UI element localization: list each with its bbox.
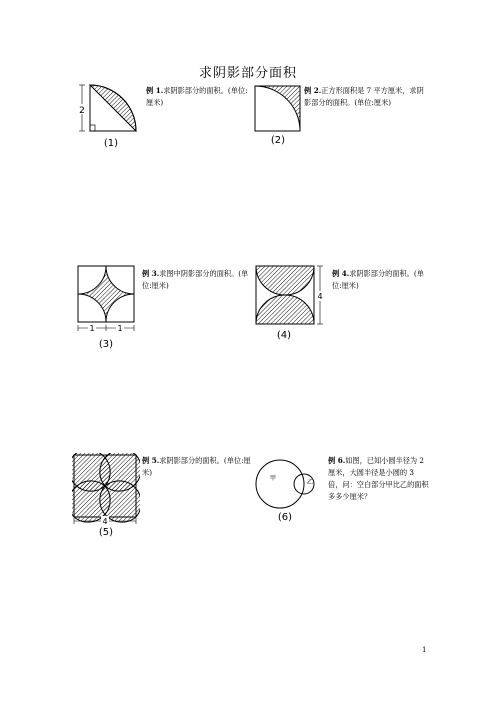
example-3 [142, 268, 252, 292]
dim-label-right: 1 [117, 324, 123, 333]
figure-caption: (2) [270, 135, 286, 146]
example-text: 求阴影部分的面积。(单位:厘米) [142, 456, 251, 477]
figure-6 [252, 456, 322, 512]
dim-label: 2 [79, 106, 85, 116]
example-text: 正方形面积是 7 平方厘米，求阴影部分的面积。(单位:厘米) [304, 86, 424, 107]
figure-5 [72, 453, 140, 525]
example-1 [146, 85, 250, 109]
example-number: 例 3. [142, 269, 160, 278]
example-6 [328, 455, 430, 503]
example-number: 例 5. [142, 456, 160, 465]
label-jia: 甲 [270, 475, 277, 482]
example-number: 例 6. [328, 456, 346, 465]
figure-3 [66, 264, 138, 340]
example-text: 求阴影部分的面积。(单位:厘米) [146, 86, 248, 107]
figure-caption: (5) [98, 527, 114, 538]
figure-2 [254, 85, 302, 133]
example-2 [304, 85, 430, 109]
example-number: 例 2. [304, 86, 322, 95]
dim-label-left: 1 [89, 324, 95, 333]
example-text: 求阴影部分的面积。(单位:厘米) [332, 269, 424, 290]
figure-caption: (6) [277, 512, 293, 523]
figure-caption: (3) [98, 339, 114, 350]
example-text: 如图，已知小圆半径为 2 厘米，大圆半径是小圆的 3 倍，问：空白部分甲比乙的面积多多少厘米？ [328, 456, 429, 501]
figure-caption: (4) [276, 330, 292, 341]
example-4 [332, 268, 432, 292]
example-number: 例 4. [332, 269, 350, 278]
page-number: 1 [422, 646, 427, 654]
figure-caption: (1) [103, 138, 119, 149]
figure-4 [254, 264, 326, 330]
example-text: 求图中阴影部分的面积。(单位:厘米) [142, 269, 249, 290]
label-yi: 乙 [307, 479, 314, 486]
example-5 [142, 455, 252, 479]
example-number: 例 1. [146, 86, 164, 95]
figure-1 [78, 80, 144, 136]
page-title: 求阴影部分面积 [198, 66, 297, 81]
dim-label: 4 [317, 292, 323, 301]
dim-label: 4 [102, 517, 108, 525]
